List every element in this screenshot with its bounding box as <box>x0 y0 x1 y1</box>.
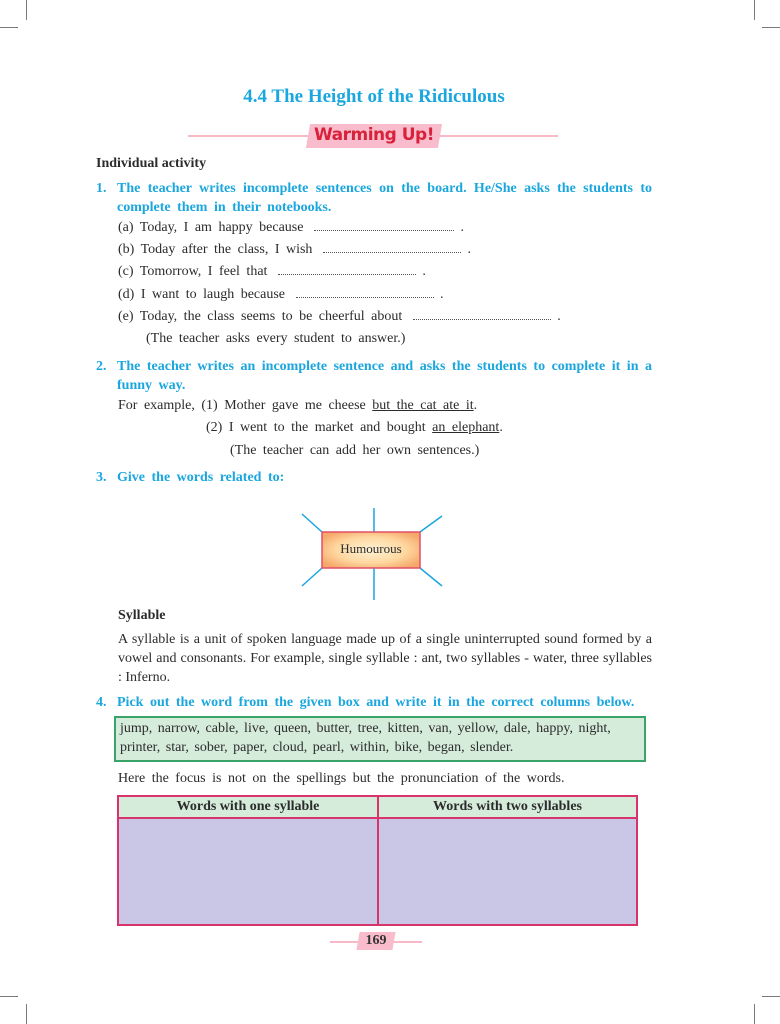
blank-line <box>323 242 461 253</box>
web-spoke <box>420 568 442 586</box>
example-2: (2) I went to the market and bought an elephant. <box>206 420 503 435</box>
question-1-number: 1. <box>96 181 107 196</box>
sentence-c: (c) Tomorrow, I feel that . <box>118 264 426 279</box>
crop-mark <box>762 27 780 28</box>
question-4-text: Pick out the word from the given box and write it in the correct columns below. <box>117 695 635 710</box>
sentence-e: (e) Today, the class seems to be cheerful about . <box>118 309 561 324</box>
individual-activity-heading: Individual activity <box>96 156 207 171</box>
warming-up-rule-right <box>440 135 558 137</box>
question-2 <box>96 357 652 395</box>
blank-line <box>314 220 454 231</box>
web-spoke <box>420 516 442 532</box>
question-4-number: 4. <box>96 695 107 710</box>
question-3-number: 3. <box>96 470 107 485</box>
sentence-d: (d) I want to laugh because . <box>118 287 444 302</box>
question-3-text: Give the words related to: <box>117 470 285 485</box>
question-2-number: 2. <box>96 359 107 374</box>
blank-line <box>413 309 551 320</box>
sentence-d-label: (d) <box>118 287 135 302</box>
syllable-table <box>117 795 638 926</box>
crop-mark <box>762 996 780 997</box>
blank-line <box>278 264 416 275</box>
sentence-a: (a) Today, I am happy because . <box>118 220 464 235</box>
sentence-a-text: Today, I am happy because <box>139 220 304 235</box>
sentence-b: (b) Today after the class, I wish . <box>118 242 471 257</box>
question-1 <box>96 179 652 217</box>
table-divider <box>377 797 379 924</box>
example-2-answer: an elephant <box>432 420 500 435</box>
crop-mark <box>26 1004 27 1024</box>
sentence-a-label: (a) <box>118 220 134 235</box>
focus-note: Here the focus is not on the spellings but the pronunciation of the words. <box>118 771 565 786</box>
sentence-c-text: Tomorrow, I feel that <box>139 264 268 279</box>
question-3 <box>96 468 652 487</box>
warming-up-rule-left <box>188 135 308 137</box>
question-1-text: The teacher writes incomplete sentences on the board. He/She asks the students to complete them in their notebooks. <box>117 181 652 215</box>
page-title: 4.4 The Height of the Ridiculous <box>243 86 505 107</box>
sentence-e-text: Today, the class seems to be cheerful about <box>139 309 403 324</box>
center-word: Humourous <box>340 541 402 556</box>
question-2-text: The teacher writes an incomplete sentence and asks the students to complete it in a funny way. <box>117 359 652 393</box>
crop-mark <box>754 1004 755 1024</box>
column-header-one-syllable: Words with one syllable <box>119 797 377 817</box>
question-1-note: (The teacher asks every student to answer.) <box>146 331 406 346</box>
sentence-b-label: (b) <box>118 242 135 257</box>
page-number: 169 <box>365 933 387 948</box>
sentence-d-text: I want to laugh because <box>140 287 286 302</box>
crop-mark <box>0 996 18 997</box>
example-1-answer: but the cat ate it <box>372 398 474 413</box>
example-1-prefix: For example, (1) Mother gave me cheese <box>118 398 366 413</box>
web-spoke <box>302 568 322 586</box>
example-1: For example, (1) Mother gave me cheese but the cat ate it. <box>118 398 478 413</box>
crop-mark <box>0 27 18 28</box>
column-header-two-syllables: Words with two syllables <box>379 797 636 817</box>
word-box: jump, narrow, cable, live, queen, butter, tree, kitten, van, yellow, dale, happy, night, printer, star, sober, paper, cloud, pearl, within, bike, began, slender. <box>114 716 646 762</box>
warming-up-label: Warming Up! <box>314 125 434 145</box>
crop-mark <box>754 0 755 20</box>
page-number-rule-left <box>330 941 360 943</box>
sentence-b-text: Today after the class, I wish <box>140 242 313 257</box>
syllable-heading: Syllable <box>118 608 166 623</box>
sentence-e-label: (e) <box>118 309 134 324</box>
blank-line <box>296 287 434 298</box>
question-2-note: (The teacher can add her own sentences.) <box>230 443 480 458</box>
page-number-rule-right <box>392 941 422 943</box>
crop-mark <box>26 0 27 20</box>
syllable-definition: A syllable is a unit of spoken language made up of a single uninterrupted sound formed by a vowel and consonants. For example, single syllable : ant, two syllables - water, three syllables : Inferno. <box>118 632 652 685</box>
question-4 <box>96 693 652 712</box>
web-spoke <box>302 514 322 532</box>
sentence-c-label: (c) <box>118 264 134 279</box>
example-2-prefix: (2) I went to the market and bought <box>206 420 426 435</box>
